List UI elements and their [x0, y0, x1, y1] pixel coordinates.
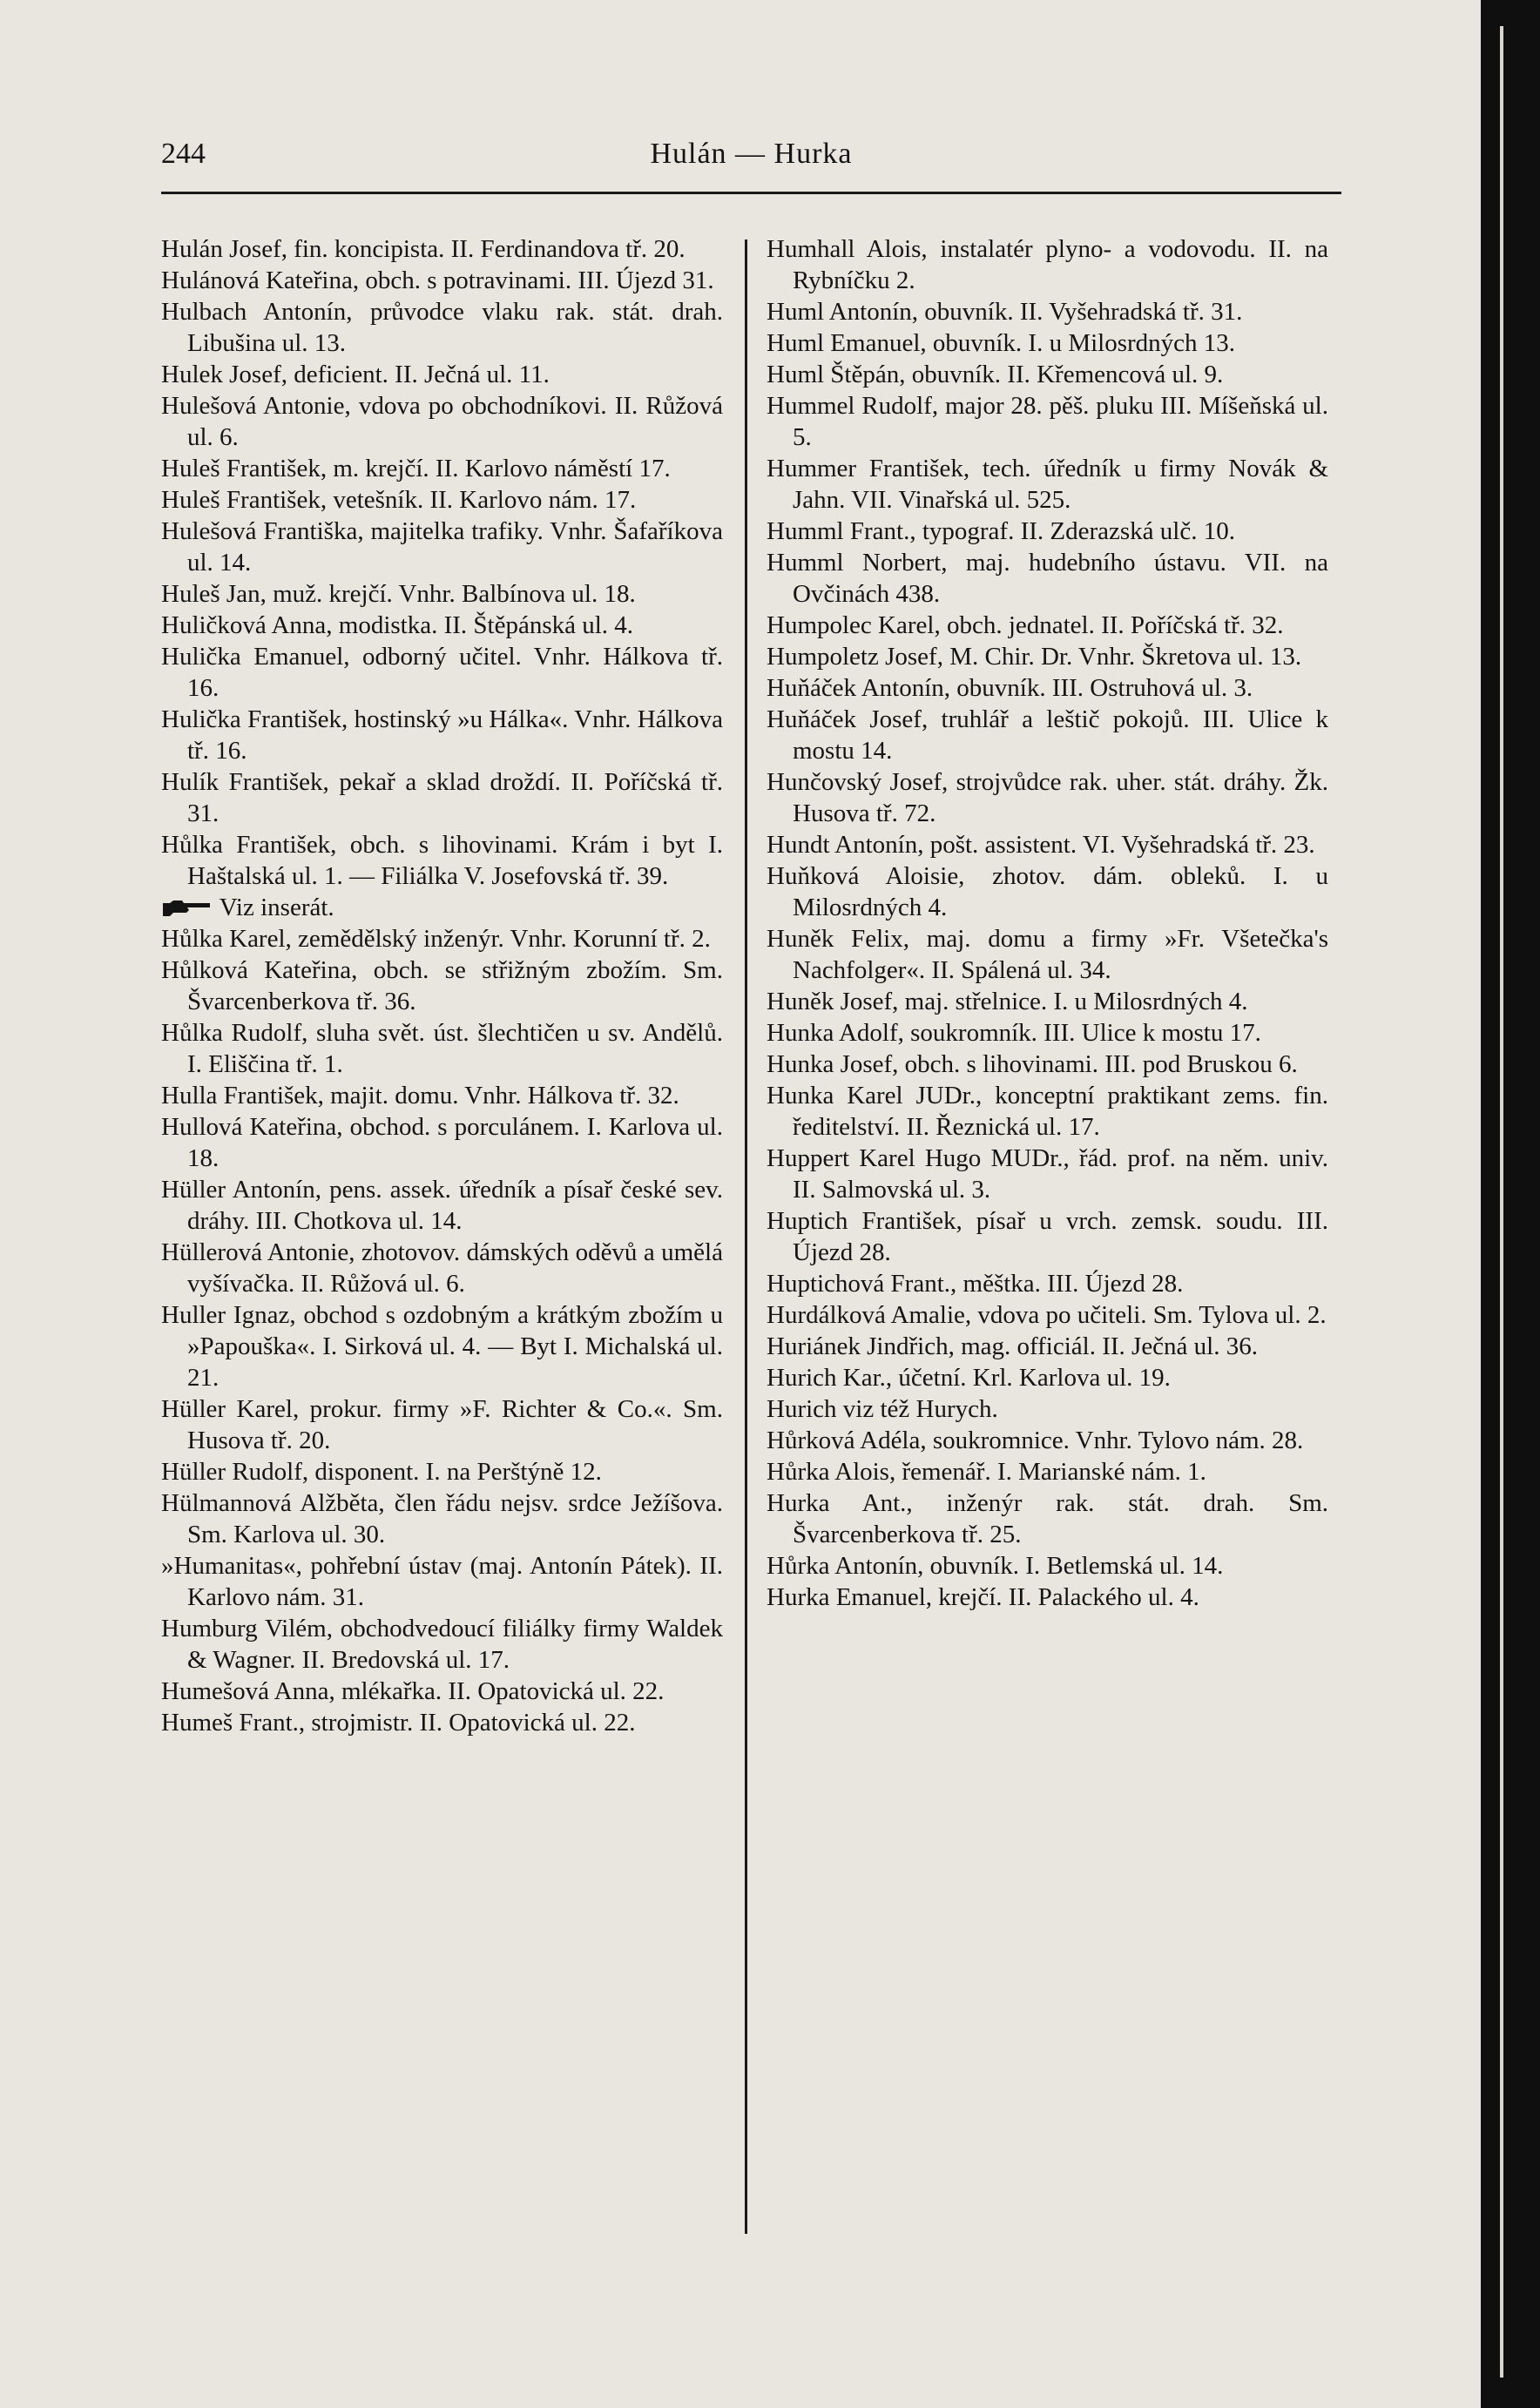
directory-entry: Humpolec Karel, obch. jednatel. II. Poříčská tř. 32. [767, 611, 1284, 639]
right-column [767, 233, 1328, 1613]
directory-entry: Hüller Karel, prokur. firmy »F. Richter & Co.«. Sm. Husova tř. 20. [161, 1395, 723, 1454]
directory-entry: Humeš Frant., strojmistr. II. Opatovická ul. 22. [161, 1709, 636, 1737]
directory-entry: Hundt Antonín, pošt. assistent. VI. Vyšehradská tř. 23. [767, 831, 1315, 859]
directory-entry: Hunka Karel JUDr., konceptní praktikant zems. fin. ředitelství. II. Řeznická ul. 17. [767, 1082, 1328, 1141]
directory-entry: Hullová Kateřina, obchod. s porculánem. I. Karlova ul. 18. [161, 1113, 723, 1172]
directory-entry: Huml Štěpán, obuvník. II. Křemencová ul. 9. [767, 361, 1224, 388]
directory-entry: Hurka Ant., inženýr rak. stát. drah. Sm. Švarcenberkova tř. 25. [767, 1489, 1328, 1548]
directory-entry: Hulík František, pekař a sklad droždí. II. Poříčská tř. 31. [161, 768, 723, 827]
directory-entry: Huňková Aloisie, zhotov. dám. obleků. I. u Milosrdných 4. [767, 862, 1328, 921]
directory-entry: Hurdálková Amalie, vdova po učiteli. Sm. Tylova ul. 2. [767, 1301, 1327, 1329]
running-head: Hulán — Hurka [650, 138, 853, 170]
directory-entry: Huml Antonín, obuvník. II. Vyšehradská tř. 31. [767, 298, 1243, 326]
scan-edge-rule [1500, 26, 1503, 2378]
directory-entry: Hůlka Rudolf, sluha svět. úst. šlechtičen u sv. Andělů. I. Eliščina tř. 1. [161, 1019, 723, 1078]
directory-entry: Hummel Rudolf, major 28. pěš. pluku III. Míšeňská ul. 5. [767, 392, 1328, 451]
directory-entry: Hulešová Františka, majitelka trafiky. Vnhr. Šafaříkova ul. 14. [161, 517, 723, 577]
directory-entry: Hurich viz též Hurych. [767, 1395, 998, 1423]
header-rule [161, 192, 1341, 194]
directory-entry: Humburg Vilém, obchodvedoucí filiálky firmy Waldek & Wagner. II. Bredovská ul. 17. [161, 1615, 723, 1674]
directory-entry: Huňáček Josef, truhlář a leštič pokojů. III. Ulice k mostu 14. [767, 705, 1328, 765]
directory-entry: Huleš Jan, muž. krejčí. Vnhr. Balbínova ul. 18. [161, 580, 636, 608]
directory-entry: Hůrková Adéla, soukromnice. Vnhr. Tylovo nám. 28. [767, 1427, 1304, 1454]
directory-entry: Hurich Kar., účetní. Krl. Karlova ul. 19. [767, 1364, 1171, 1392]
directory-entry: Hunka Adolf, soukromník. III. Ulice k mostu 17. [767, 1019, 1261, 1047]
pointing-hand-icon [161, 898, 213, 921]
left-column [161, 233, 723, 1738]
directory-entry: Hulbach Antonín, průvodce vlaku rak. stát. drah. Libušina ul. 13. [161, 298, 723, 357]
directory-entry: Huleš František, m. krejčí. II. Karlovo náměstí 17. [161, 455, 671, 482]
directory-entry: Hüller Rudolf, disponent. I. na Perštýně 12. [161, 1458, 602, 1486]
directory-entry: Hulán Josef, fin. koncipista. II. Ferdinandova tř. 20. [161, 235, 686, 263]
directory-entry: »Humanitas«, pohřební ústav (maj. Antonín Pátek). II. Karlovo nám. 31. [161, 1552, 723, 1611]
directory-entry: Hurka Emanuel, krejčí. II. Palackého ul. 4. [767, 1583, 1199, 1611]
directory-entry: Hulla František, majit. domu. Vnhr. Hálkova tř. 32. [161, 1082, 679, 1110]
page-number: 244 [161, 138, 206, 170]
directory-entry: Huňáček Antonín, obuvník. III. Ostruhová ul. 3. [767, 674, 1253, 702]
directory-entry: Hüllerová Antonie, zhotovov. dámských oděvů a umělá vyšívačka. II. Růžová ul. 6. [161, 1238, 723, 1298]
directory-entry: Hulek Josef, deficient. II. Ječná ul. 11. [161, 361, 550, 388]
column-divider [745, 239, 747, 2234]
directory-entry: Hüller Antonín, pens. assek. úředník a písař české sev. dráhy. III. Chotkova ul. 14. [161, 1176, 723, 1235]
scan-edge [1481, 0, 1540, 2408]
directory-entry: Hunka Josef, obch. s lihovinami. III. pod Bruskou 6. [767, 1050, 1298, 1078]
directory-entry: Hůlka František, obch. s lihovinami. Krám i byt I. Haštalská ul. 1. — Filiálka V. Josefovská tř. 39. [161, 831, 723, 890]
directory-entry: Huleš František, vetešník. II. Karlovo nám. 17. [161, 486, 637, 514]
directory-entry-note [161, 892, 723, 923]
directory-entry: Huličková Anna, modistka. II. Štěpánská ul. 4. [161, 611, 634, 639]
directory-entry: Huml Emanuel, obuvník. I. u Milosrdných 13. [767, 329, 1236, 357]
directory-entry: Huller Ignaz, obchod s ozdobným a krátkým zbožím u »Papouška«. I. Sirková ul. 4. — Byt I. Michalská ul. 21. [161, 1301, 723, 1392]
directory-entry: Hülmannová Alžběta, člen řádu nejsv. srdce Ježíšova. Sm. Karlova ul. 30. [161, 1489, 723, 1548]
directory-entry: Hummer František, tech. úředník u firmy Novák & Jahn. VII. Vinařská ul. 525. [767, 455, 1328, 514]
directory-entry: Hůrka Antonín, obuvník. I. Betlemská ul. 14. [767, 1552, 1224, 1580]
directory-entry: Huněk Felix, maj. domu a firmy »Fr. Všetečka's Nachfolger«. II. Spálená ul. 34. [767, 925, 1328, 984]
directory-entry: Hulička František, hostinský »u Hálka«. Vnhr. Hálkova tř. 16. [161, 705, 723, 765]
directory-entry: Huppert Karel Hugo MUDr., řád. prof. na něm. univ. II. Salmovská ul. 3. [767, 1144, 1328, 1204]
directory-entry: Humpoletz Josef, M. Chir. Dr. Vnhr. Škretova ul. 13. [767, 643, 1302, 671]
directory-entry: Humml Frant., typograf. II. Zderazská ulč. 10. [767, 517, 1235, 545]
directory-entry: Huptichová Frant., měštka. III. Újezd 28. [767, 1270, 1184, 1298]
directory-entry: Humešová Anna, mlékařka. II. Opatovická ul. 22. [161, 1677, 665, 1705]
see-advert-note: Viz inserát. [219, 894, 334, 921]
directory-entry: Hulička Emanuel, odborný učitel. Vnhr. Hálkova tř. 16. [161, 643, 723, 702]
directory-entry: Huptich František, písař u vrch. zemsk. soudu. III. Újezd 28. [767, 1207, 1328, 1266]
directory-entry: Humhall Alois, instalatér plyno- a vodovodu. II. na Rybníčku 2. [767, 235, 1328, 294]
directory-entry: Huriánek Jindřich, mag. officiál. II. Ječná ul. 36. [767, 1332, 1258, 1360]
directory-entry: Hulešová Antonie, vdova po obchodníkovi. II. Růžová ul. 6. [161, 392, 723, 451]
directory-entry: Hulánová Kateřina, obch. s potravinami. III. Újezd 31. [161, 266, 714, 294]
directory-entry: Hunčovský Josef, strojvůdce rak. uher. stát. dráhy. Žk. Husova tř. 72. [767, 768, 1328, 827]
directory-entry: Huněk Josef, maj. střelnice. I. u Milosrdných 4. [767, 988, 1248, 1015]
directory-entry: Hůlková Kateřina, obch. se střižným zbožím. Sm. Švarcenberkova tř. 36. [161, 956, 723, 1015]
directory-entry: Hůrka Alois, řemenář. I. Marianské nám. 1. [767, 1458, 1206, 1486]
directory-entry: Hůlka Karel, zemědělský inženýr. Vnhr. Korunní tř. 2. [161, 925, 711, 953]
page-header [161, 131, 1341, 183]
directory-entry: Humml Norbert, maj. hudebního ústavu. VII. na Ovčinách 438. [767, 549, 1328, 608]
